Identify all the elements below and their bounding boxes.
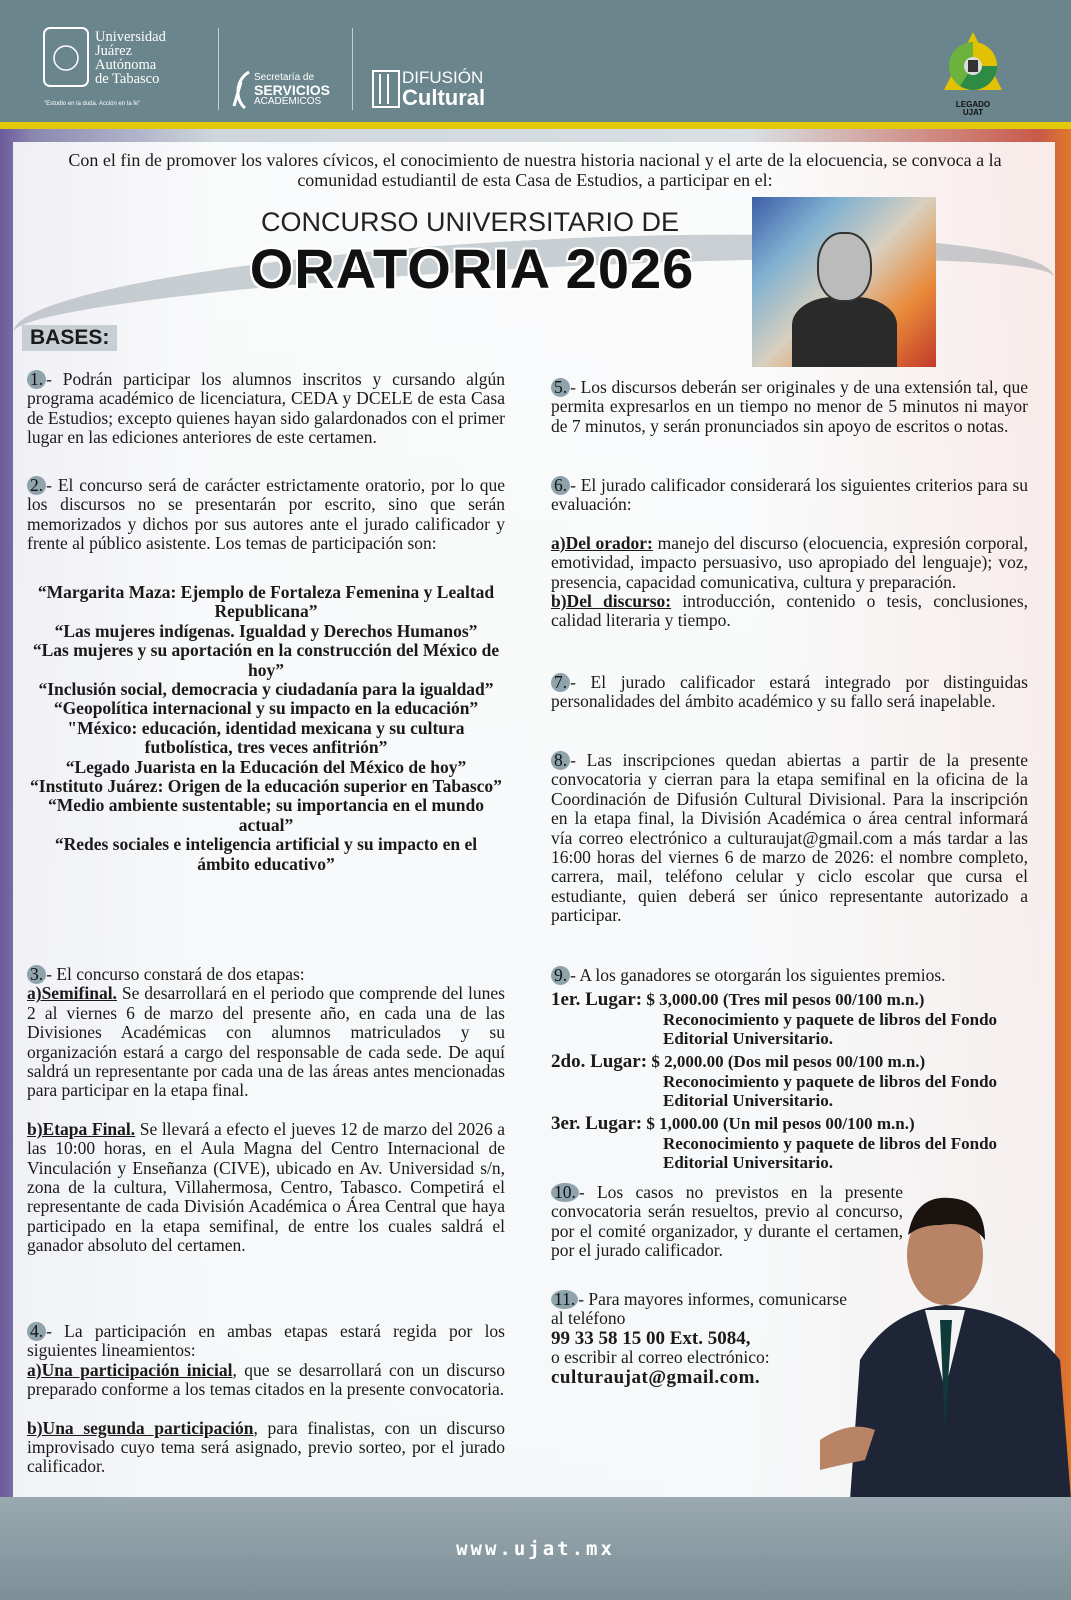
item-number-badge: 7.	[551, 673, 570, 692]
header-divider	[218, 28, 219, 110]
theme-item: “Geopolítica internacional y su impacto en la educación”	[53, 698, 479, 719]
item-text: - A los ganadores se otorgarán los siguientes premios.	[570, 965, 946, 985]
university-seal-icon	[42, 26, 90, 88]
prize-extra: Reconocimiento y paquete de libros del Fondo Editorial Universitario.	[663, 1009, 998, 1048]
yellow-band	[0, 122, 1071, 129]
bases-heading: BASES:	[22, 325, 117, 351]
legado-ujat-logo	[940, 30, 1006, 117]
subitem-label: b)Del discurso:	[551, 591, 672, 612]
base-item-9	[551, 966, 1028, 985]
theme-item: “Margarita Maza: Ejemplo de Fortaleza Femenina y Lealtad Republicana”	[37, 582, 495, 622]
subitem-label: a)Una participación inicial	[27, 1359, 233, 1380]
prize-second	[551, 1052, 1031, 1111]
difusion-logo	[402, 68, 485, 108]
prize-place: 1er. Lugar:	[551, 989, 643, 1010]
legado-line: UJAT	[962, 108, 984, 117]
item-text: , que se desarrollará con un discurso preparado conforme a los temas citados en la presente convocatoria.	[27, 1359, 506, 1400]
university-line: Autónoma	[95, 57, 157, 73]
item-text: - Podrán participar los alumnos inscritos y cursando algún programa académico de licenciatura, CEDA y DCELE de esta Casa de Estudios; excepto quienes hayan sido galardonados con el primer lugar en las ediciones anteriores de este certamen.	[27, 369, 505, 448]
item-number-badge: 10.	[551, 1183, 579, 1202]
item-text: introducción, contenido o tesis, conclusiones, calidad literaria y tiempo.	[551, 591, 1029, 631]
item-text: - La participación en ambas etapas estará regida por los siguientes lineamientos:	[27, 1321, 505, 1361]
item-number-badge: 5.	[551, 378, 570, 397]
difusion-logo-icon	[372, 70, 400, 108]
item-text: - Los discursos deberán ser originales y de una extensión tal, que permita expresarlos en un tiempo no menor de 5 minutos ni mayor de 7 minutos, y serán pronunciados sin apoyo de escritos o notas.	[551, 377, 1028, 436]
base-item-2	[27, 476, 505, 554]
item-number-badge: 8.	[551, 751, 570, 770]
subitem-label: a)Semifinal.	[27, 983, 117, 1004]
prize-place: 2do. Lugar:	[551, 1051, 648, 1072]
item-text: , para finalistas, con un discurso improvisado cuyo tema será asignado, previo sorteo, por el jurado calificador.	[27, 1417, 506, 1477]
intro-text: Con el fin de promover los valores cívicos, el conocimiento de nuestra historia nacional y el arte de la elocuencia, se convoca a la comunidad estudiantil de esta Casa de Estudios, a participar en el:	[68, 150, 1002, 190]
item-number-badge: 9.	[551, 966, 570, 985]
theme-item: “Legado Juarista en la Educación del México de hoy”	[65, 756, 467, 777]
prize-extra: Reconocimiento y paquete de libros del Fondo Editorial Universitario.	[663, 1133, 998, 1172]
theme-item: “Instituto Juárez: Origen de la educación superior en Tabasco”	[30, 776, 502, 797]
prize-extra: Reconocimiento y paquete de libros del Fondo Editorial Universitario.	[663, 1071, 998, 1110]
base-item-11	[551, 1290, 851, 1387]
university-line: Universidad	[95, 29, 166, 45]
secretaria-logo	[254, 72, 330, 108]
base-item-7	[551, 673, 1028, 712]
item-number-badge: 11.	[551, 1290, 578, 1309]
prize-place: 3er. Lugar:	[551, 1113, 643, 1134]
prize-amount: $ 1,000.00 (Un mil pesos 00/100 m.n.)	[642, 1114, 915, 1133]
base-item-6	[551, 476, 1028, 631]
base-item-1	[27, 370, 505, 448]
base-item-8	[551, 751, 1028, 926]
university-motto: "Estudio en la duda. Acción en la fe"	[44, 101, 141, 107]
item-text: - El concurso será de carácter estrictamente oratorio, por lo que los discursos no se presentarán por escrito, sino que serán memorizados y dichos por sus autores ante el jurado calificador y frente al público asistente. Los temas de participación son:	[27, 475, 505, 554]
item-text: Se desarrollará en el periodo que comprende del lunes 2 al viernes 6 de marzo del presente año, en cada una de las Divisiones Académicas con alumnos matriculados y su organización estará a cargo del responsable de cada sede. De aquí saldrá un representante por cada una de las áreas antes mencionadas para participar en la etapa final.	[27, 983, 505, 1101]
speaker-photo	[820, 1190, 1071, 1500]
item-text: - Para mayores informes, comunicarse al teléfono	[551, 1289, 847, 1329]
legado-line: LEGADO	[955, 100, 991, 109]
difusion-line: Cultural	[402, 85, 486, 110]
theme-item: “Inclusión social, democracia y ciudadanía para la igualdad”	[38, 679, 494, 700]
theme-item: "México: educación, identidad mexicana y su cultura futbolística, tres veces anfitrión”	[67, 717, 465, 758]
juarez-portrait-image	[752, 197, 936, 367]
legado-emblem-icon	[940, 30, 1006, 96]
base-item-4	[27, 1322, 505, 1477]
item-text: manejo del discurso (elocuencia, expresión corporal, emotividad, impacto persuasivo, uso apropiado del lenguaje); voz, presencia, capacidad comunicativa, cultura y preparación.	[551, 532, 1028, 592]
contest-title-line2: ORATORIA 2026	[249, 237, 695, 300]
base-item-3	[27, 965, 505, 1256]
contest-title-line1: CONCURSO UNIVERSITARIO DE	[260, 207, 680, 237]
prize-amount: $ 2,000.00 (Dos mil pesos 00/100 m.n.)	[647, 1052, 926, 1071]
subitem-label: a)Del orador:	[551, 532, 653, 553]
item-number-badge: 1.	[27, 370, 46, 389]
university-line: Juárez	[95, 43, 133, 59]
secretaria-line: Secretaría de	[254, 72, 315, 83]
difusion-line: DIFUSIÓN	[402, 68, 484, 87]
item-number-badge: 4.	[27, 1322, 46, 1341]
item-number-badge: 6.	[551, 476, 570, 495]
theme-item: “Las mujeres indígenas. Igualdad y Derechos Humanos”	[54, 620, 478, 641]
website-link[interactable]: www.ujat.mx	[456, 1538, 615, 1560]
secretaria-line: ACADÉMICOS	[254, 96, 322, 107]
item-text: o escribir al correo electrónico:	[551, 1347, 770, 1368]
contact-email[interactable]: culturaujat@gmail.com.	[551, 1366, 761, 1388]
item-text: - Las inscripciones quedan abiertas a partir de la presente convocatoria y cierran para la etapa semifinal en la oficina de la Coordinación de Difusión Cultural Divisional. Para la inscripción en la etapa final, la División Académica o área central informará vía correo electrónico a culturaujat@gmail.com a más tardar a las 16:00 horas del viernes 6 de marzo de 2026: el nombre completo, carrera, mail, teléfono celular y ciclo escolar que cursa el estudiante, quien deberá ser único representante autorizado a participar.	[551, 750, 1028, 926]
item-number-badge: 3.	[27, 965, 46, 984]
secretaria-logo-icon	[231, 70, 253, 110]
secretaria-line: SERVICIOS	[254, 82, 330, 98]
prize-third	[551, 1114, 1031, 1173]
base-item-5	[551, 378, 1028, 436]
contact-phone: 99 33 58 15 00 Ext. 5084,	[551, 1327, 751, 1349]
item-text: - Los casos no previstos en la presente convocatoria serán resueltos, previo al concurso, por el comité organizador, y durante el certamen, por el jurado calificador.	[551, 1182, 903, 1261]
subitem-label: b)Etapa Final.	[27, 1118, 136, 1139]
theme-item: “Las mujeres y su aportación en la construcción del México de hoy”	[32, 640, 500, 680]
theme-item: “Redes sociales e inteligencia artificial y su impacto en el ámbito educativo”	[54, 834, 478, 874]
item-text: - El concurso constará de dos etapas:	[46, 964, 305, 984]
item-text: Se llevará a efecto el jueves 12 de marzo del 2026 a las 10:00 horas, en el Aula Magna del Centro Internacional de Vinculación y Enseñanza (CIVE), ubicado en Av. Universidad s/n, zona de la cultura, Villahermosa, Centro, Tabasco. Competirá el representante de cada División Académica o Área Central que haya participado en la etapa semifinal, de entre los cuales saldrá el ganador absoluto del certamen.	[27, 1118, 505, 1256]
university-name	[95, 30, 166, 86]
header-divider	[352, 28, 353, 110]
theme-item: “Medio ambiente sustentable; su importancia en el mundo actual”	[47, 795, 485, 835]
prize-amount: $ 3,000.00 (Tres mil pesos 00/100 m.n.)	[642, 990, 925, 1009]
prize-first	[551, 990, 1031, 1049]
item-text: - El jurado calificador considerará los siguientes criterios para su evaluación:	[551, 475, 1028, 515]
themes-list	[27, 583, 505, 874]
subitem-label: b)Una segunda participación	[27, 1417, 254, 1438]
university-line: de Tabasco	[95, 71, 160, 87]
item-number-badge: 2.	[27, 476, 46, 495]
item-text: - El jurado calificador estará integrado por distinguidas personalidades del ámbito académico y su fallo será inapelable.	[551, 672, 1028, 712]
